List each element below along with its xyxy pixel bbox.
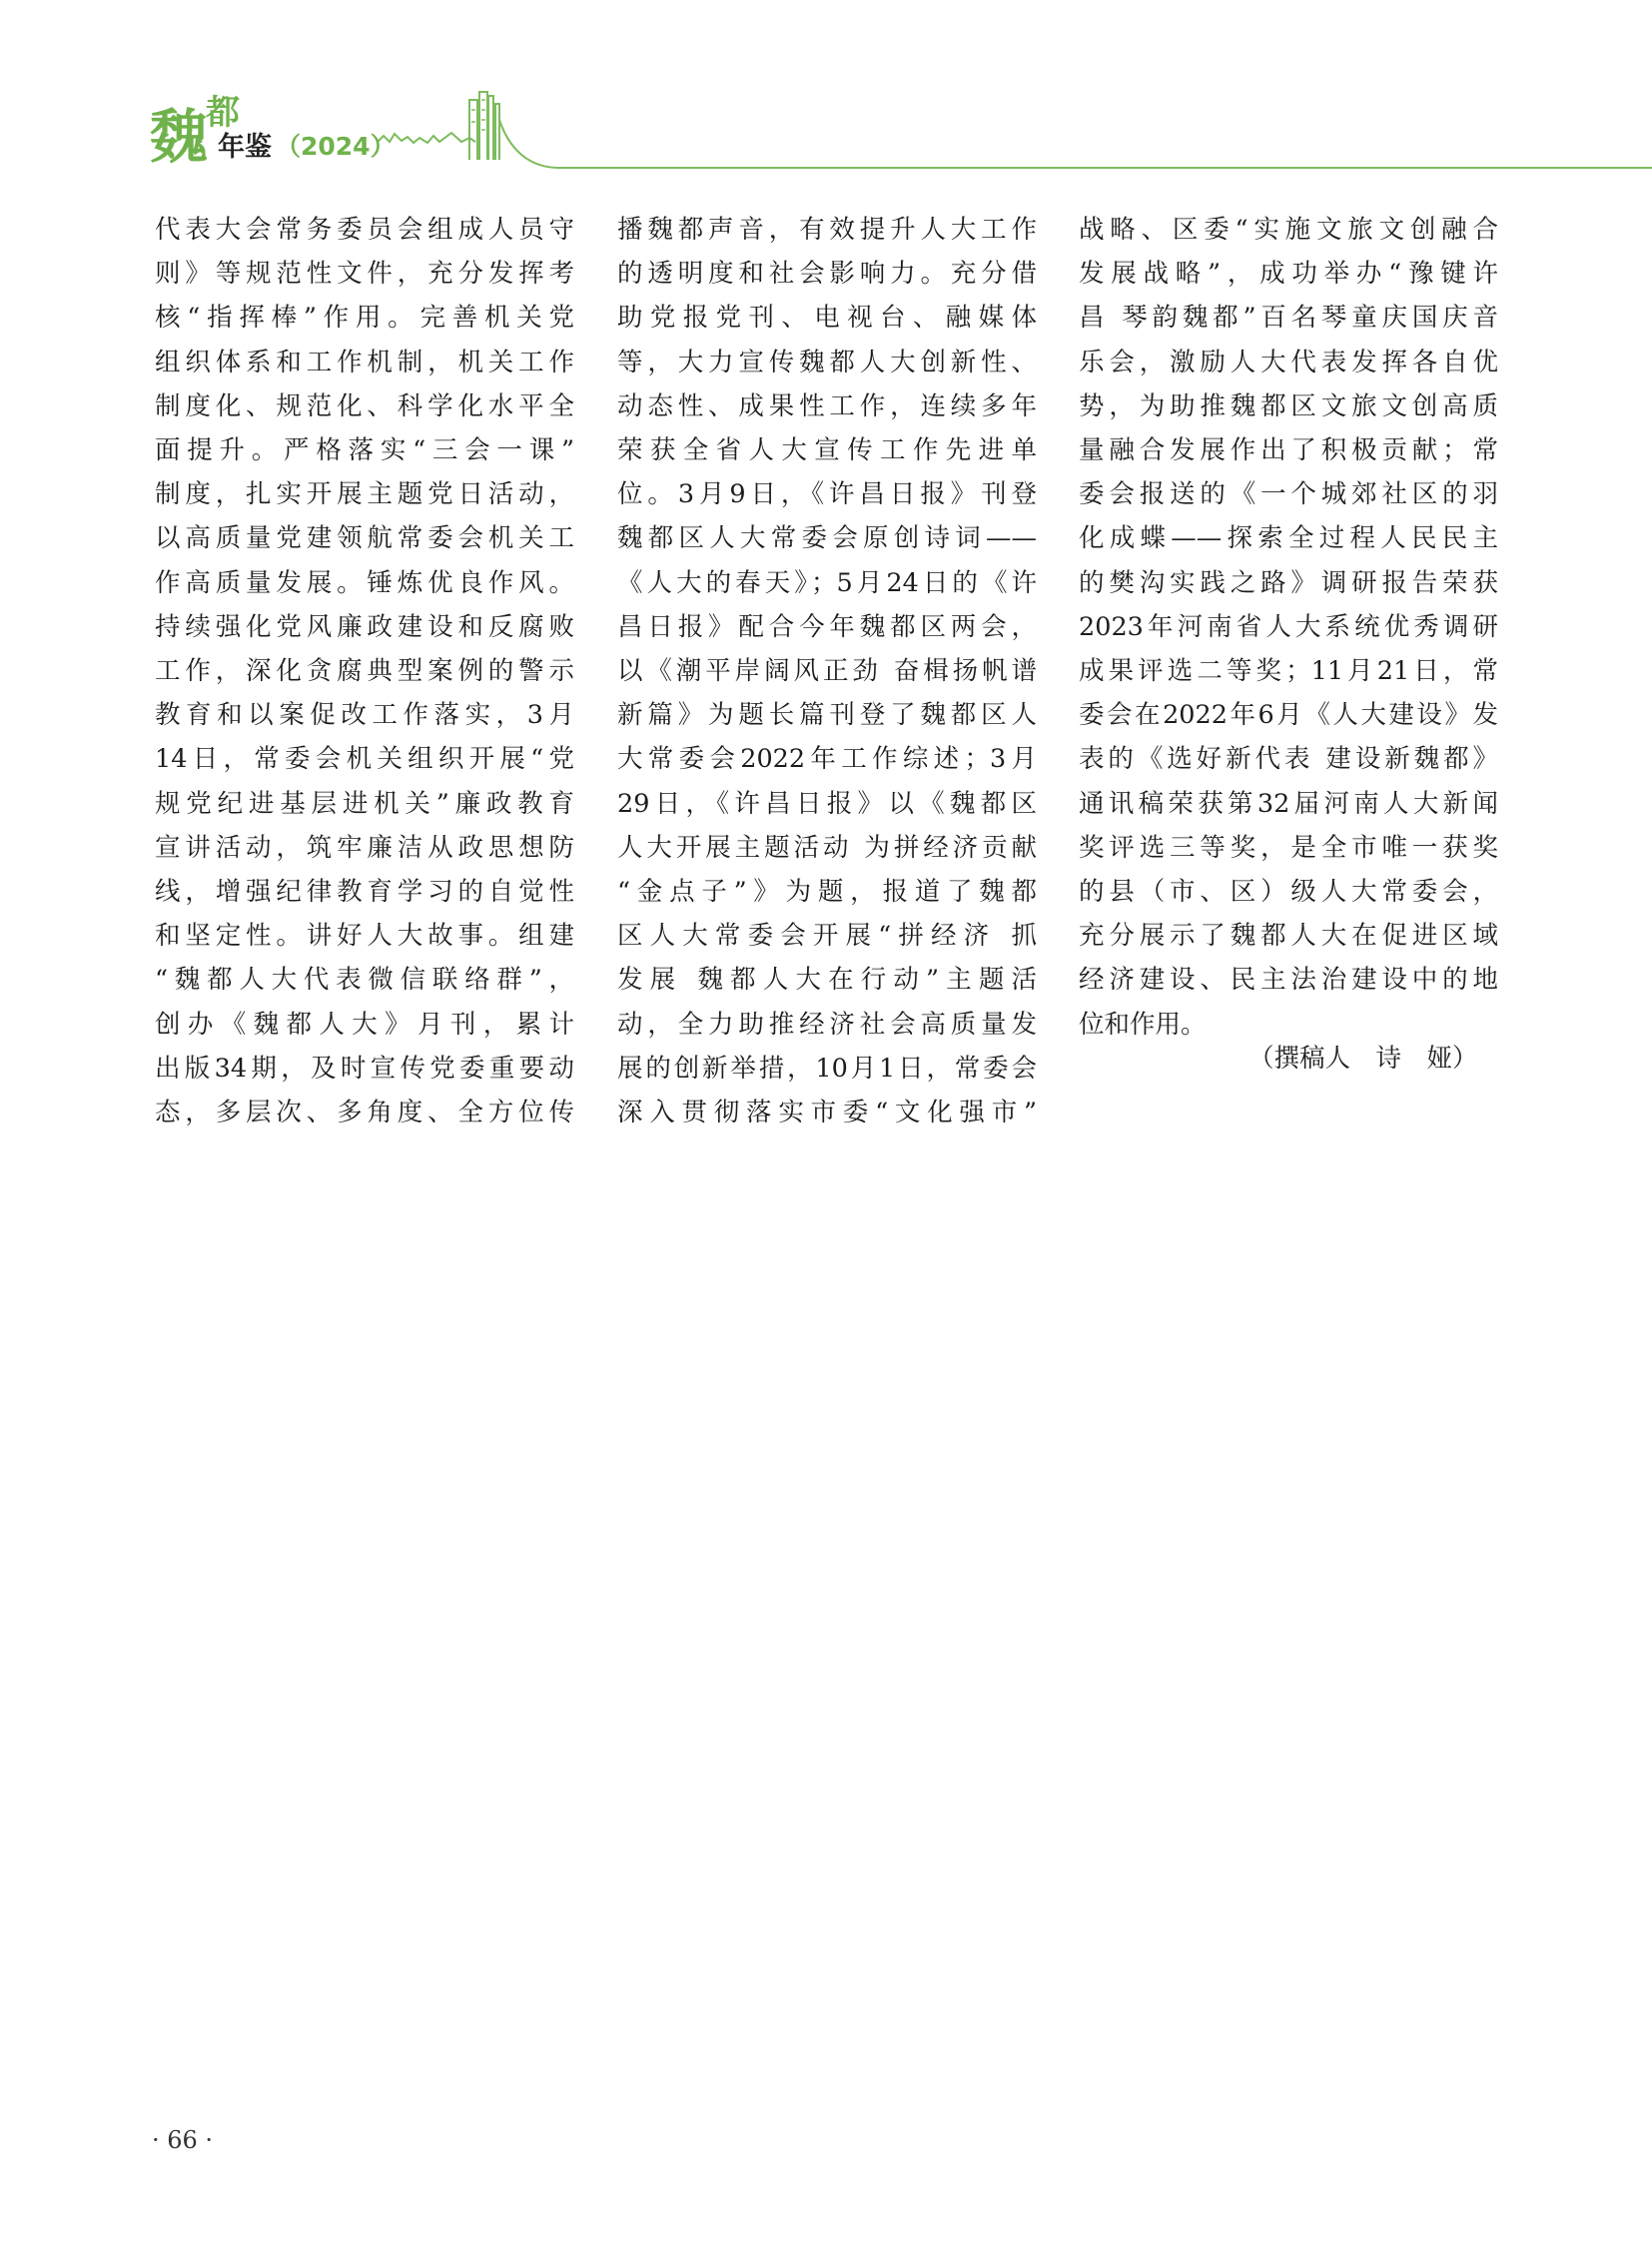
- text-line: 核“指挥棒”作用。完善机关党: [155, 303, 574, 334]
- text-line: 奖评选三等奖，是全市唯一获奖: [1079, 832, 1498, 863]
- text-line: 助党报党刊、电视台、融媒体: [617, 303, 1037, 334]
- text-line: 昌日报》配合今年魏都区两会，: [617, 611, 1037, 642]
- text-line: 动态性、成果性工作，连续多年: [617, 390, 1037, 421]
- text-line: 制度化、规范化、科学化水平全: [155, 390, 574, 421]
- text-line: 教育和以案促改工作落实，3月: [155, 700, 574, 731]
- text-line: 通讯稿荣获第32届河南人大新闻: [1079, 788, 1498, 819]
- yearbook-year: （2024）: [276, 132, 396, 161]
- text-line: 位。3月9日，《许昌日报》刊登: [617, 479, 1037, 510]
- text-line: 充分展示了魏都人大在促进区域: [1079, 921, 1498, 952]
- text-line: 的县（市、区）级人大常委会，: [1079, 877, 1498, 908]
- text-line: 化成蝶——探索全过程人民民主: [1079, 523, 1498, 554]
- text-line: 大常委会2022年工作综述；3月: [617, 744, 1037, 775]
- text-line: 等，大力宣传魏都人大创新性、: [617, 347, 1037, 377]
- page-number: · 66 ·: [152, 2126, 214, 2154]
- text-line: 2023年河南省人大系统优秀调研: [1079, 611, 1498, 642]
- text-line: 态，多层次、多角度、全方位传: [155, 1098, 574, 1128]
- text-line: 代表大会常务委员会组成人员守: [155, 215, 574, 245]
- text-line: 区人大常委会开展“拼经济 抓: [617, 921, 1037, 952]
- text-line: 面提升。严格落实“三会一课”: [155, 435, 574, 466]
- text-line: 的樊沟实践之路》调研报告荣获: [1079, 567, 1498, 598]
- text-line: 魏都区人大常委会原创诗词——: [617, 523, 1037, 554]
- text-line: 《人大的春天》；5月24日的《许: [617, 567, 1037, 598]
- text-line: 则》等规范性文件，充分发挥考: [155, 259, 574, 290]
- text-line: 创办《魏都人大》月刊，累计: [155, 1009, 574, 1040]
- text-line: 深入贯彻落实市委“文化强市”: [617, 1098, 1037, 1128]
- text-line: 乐会，激励人大代表发挥各自优: [1079, 347, 1498, 377]
- text-line: 发展战略”，成功举办“豫键许: [1079, 259, 1498, 290]
- text-line: 规党纪进基层进机关”廉政教育: [155, 788, 574, 819]
- text-line: 昌 琴韵魏都”百名琴童庆国庆音: [1079, 303, 1498, 334]
- text-line: 人大开展主题活动 为拼经济贡献: [617, 832, 1037, 863]
- text-line: 量融合发展作出了积极贡献；常: [1079, 435, 1498, 466]
- text-line: “魏都人大代表微信联络群”，: [155, 965, 574, 996]
- text-line: 以高质量党建领航常委会机关工: [155, 523, 574, 554]
- text-line: 出版34期，及时宣传党委重要动: [155, 1053, 574, 1084]
- text-line: 展的创新举措，10月1日，常委会: [617, 1053, 1037, 1084]
- text-line: 宣讲活动，筑牢廉洁从政思想防: [155, 832, 574, 863]
- text-line: 工作，深化贪腐典型案例的警示: [155, 656, 574, 687]
- author-credit: （撰稿人 诗 娅）: [1248, 1044, 1478, 1074]
- text-line: 播魏都声音，有效提升人大工作: [617, 215, 1037, 245]
- text-column-3: [1079, 208, 1498, 1047]
- text-line: 战略、区委“实施文旅文创融合: [1079, 215, 1498, 245]
- text-line: 的透明度和社会影响力。充分借: [617, 259, 1037, 290]
- text-line: 持续强化党风廉政建设和反腐败: [155, 611, 574, 642]
- text-line: 位和作用。: [1079, 1009, 1207, 1040]
- text-line: 组织体系和工作机制，机关工作: [155, 347, 574, 377]
- logo-character-du: 都: [206, 93, 240, 133]
- text-line: 以《潮平岸阔风正劲 奋楫扬帆谱: [617, 656, 1037, 687]
- text-line: “金点子”》为题，报道了魏都: [617, 877, 1037, 908]
- logo-character-wei: 魏: [150, 103, 209, 171]
- text-line: 委会在2022年6月《人大建设》发: [1079, 700, 1498, 731]
- text-line: 势，为助推魏都区文旅文创高质: [1079, 390, 1498, 421]
- text-line: 29日，《许昌日报》以《魏都区: [617, 788, 1037, 819]
- page-header: [0, 0, 1652, 190]
- yearbook-title: 年鉴: [218, 132, 272, 163]
- text-line: 线，增强纪律教育学习的自觉性: [155, 877, 574, 908]
- text-line: 成果评选二等奖；11月21日，常: [1079, 656, 1498, 687]
- text-line: 新篇》为题长篇刊登了魏都区人: [617, 700, 1037, 731]
- text-line: 发展 魏都人大在行动”主题活: [617, 965, 1037, 996]
- text-line: 表的《选好新代表 建设新魏都》: [1079, 744, 1498, 775]
- text-line: 14日，常委会机关组织开展“党: [155, 744, 574, 775]
- text-line: 制度，扎实开展主题党日活动，: [155, 479, 574, 510]
- text-line: 经济建设、民主法治建设中的地: [1079, 965, 1498, 996]
- text-column-2: [617, 208, 1037, 1134]
- text-line: 动，全力助推经济社会高质量发: [617, 1009, 1037, 1040]
- text-line: 委会报送的《一个城郊社区的羽: [1079, 479, 1498, 510]
- text-line: 荣获全省人大宣传工作先进单: [617, 435, 1037, 466]
- text-column-1: [155, 208, 574, 1134]
- text-line: 和坚定性。讲好人大故事。组建: [155, 921, 574, 952]
- text-line: 作高质量发展。锤炼优良作风。: [155, 567, 574, 598]
